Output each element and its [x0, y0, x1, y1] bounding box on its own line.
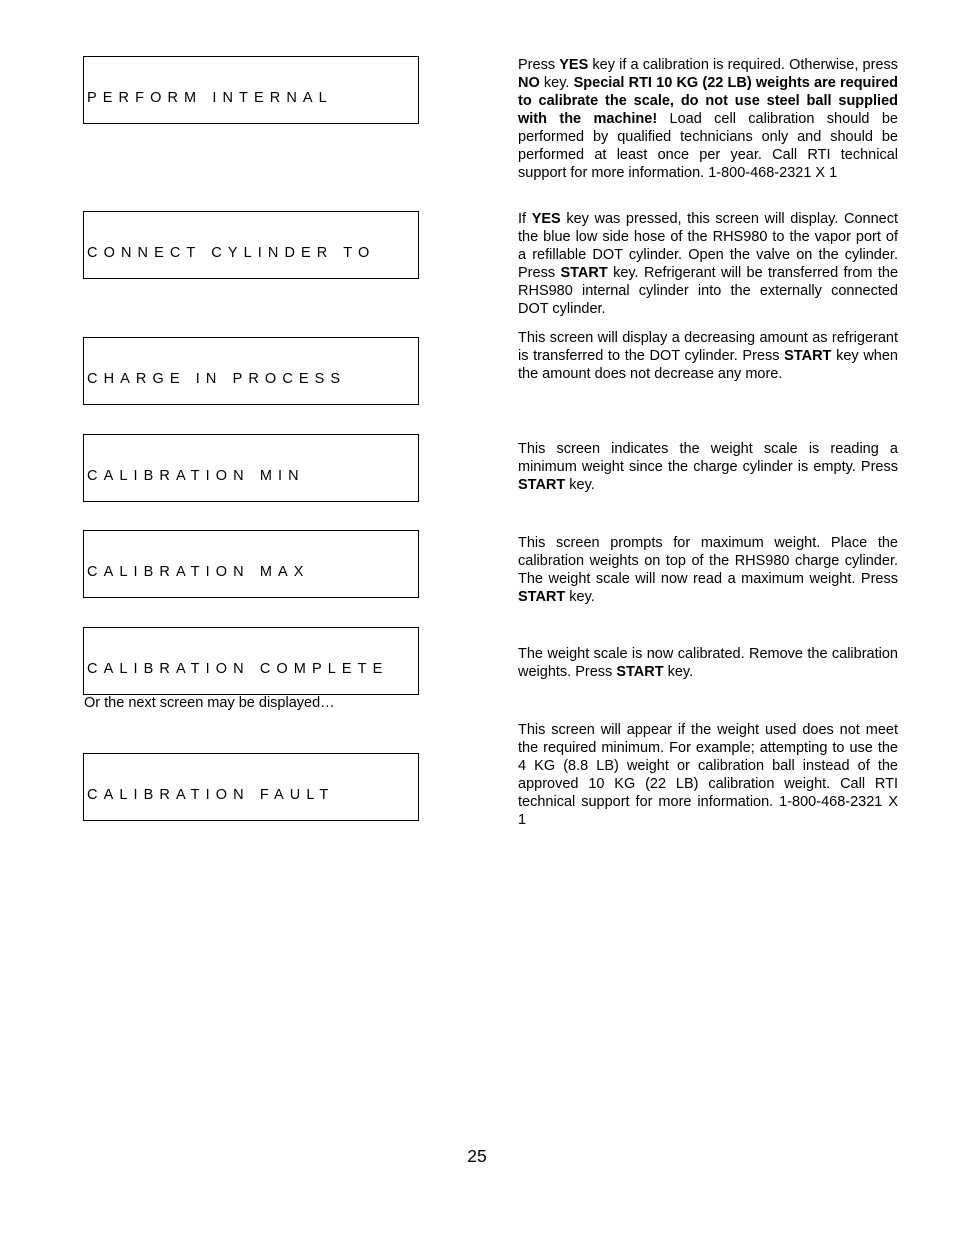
screen-description: [518, 645, 898, 681]
text-run: key was pressed, this screen will display. Connect the blue low side hose of the RHS980 to the vapor port of a refillable DOT cylinder. Open the valve on the cylinder. Press: [518, 211, 898, 281]
bold-text: START: [518, 477, 566, 493]
lcd-line: CONNECT CYLINDER TO: [87, 245, 376, 262]
screen-description: [518, 56, 898, 182]
text-run: key. Refrigerant will be transferred from the RHS980 internal cylinder into the externally connected DOT cylinder.: [518, 265, 899, 317]
screen-description: [518, 210, 898, 318]
bold-text: START: [784, 348, 832, 364]
lcd-line: PERFORM INTERNAL: [87, 90, 333, 107]
bold-text: YES: [531, 211, 561, 227]
text-run: Press: [518, 57, 560, 73]
text-run: key.: [565, 477, 595, 493]
text-run: This screen will appear if the weight used does not meet the required minimum. For example; attempting to use the 4 KG (8.8 LB) weight or calibration ball instead of the approved 10 KG (22 LB) calibration weight. Call RTI technical support for more information. 1-800-468-2321 X 1: [518, 722, 898, 828]
lcd-screen-charge-in-process: [83, 337, 419, 405]
text-run: This screen will display a decreasing amount as refrigerant is transferred to the DOT cylinder. Press: [518, 330, 898, 364]
text-run: key.: [539, 75, 574, 91]
lcd-screen-connect-cylinder: [83, 211, 419, 279]
bold-text: Special RTI 10 KG (22 LB) weights are required to calibrate the scale, do not use steel ball supplied with the machine!: [518, 75, 898, 127]
lcd-line: CHARGE IN PROCESS: [87, 371, 347, 388]
screen-description: [518, 440, 898, 494]
lcd-screen-calibration-min: [83, 434, 419, 502]
lcd-screen-calibration-fault: [83, 753, 419, 821]
next-screen-note: Or the next screen may be displayed…: [84, 695, 335, 711]
text-run: key if a calibration is required. Otherwise, press: [588, 57, 899, 73]
text-run: The weight scale is now calibrated. Remove the calibration weights. Press: [518, 646, 898, 680]
page-number: 25: [467, 1146, 487, 1166]
text-run: key.: [663, 664, 694, 680]
screen-description: [518, 534, 898, 606]
bold-text: NO: [518, 75, 540, 91]
lcd-screen-calibration-max: [83, 530, 419, 598]
lcd-screen-perform-calibration: [83, 56, 419, 124]
text-run: key when the amount does not decrease any more.: [518, 348, 898, 382]
bold-text: START: [616, 664, 664, 680]
lcd-line: CALIBRATION MIN: [87, 468, 305, 485]
text-run: key.: [565, 589, 595, 605]
text-run: This screen prompts for maximum weight. Place the calibration weights on top of the RHS980 charge cylinder. The weight scale will now read a maximum weight. Press: [518, 535, 898, 587]
screen-description: [518, 329, 898, 383]
text-run: This screen indicates the weight scale is reading a minimum weight since the charge cylinder is empty. Press: [518, 441, 898, 475]
bold-text: START: [518, 589, 566, 605]
lcd-line: CALIBRATION COMPLETE: [87, 661, 389, 678]
lcd-line: CALIBRATION MAX: [87, 564, 310, 581]
lcd-line: CALIBRATION FAULT: [87, 787, 335, 804]
screen-description: [518, 721, 898, 829]
lcd-screen-calibration-complete: [83, 627, 419, 695]
bold-text: START: [560, 265, 608, 281]
bold-text: YES: [559, 57, 589, 73]
text-run: If: [518, 211, 532, 227]
text-run: Load cell calibration should be performed by qualified technicians only and should be performed at least once per year. Call RTI technical support for more information. 1-800-468-2321 X 1: [518, 111, 898, 181]
